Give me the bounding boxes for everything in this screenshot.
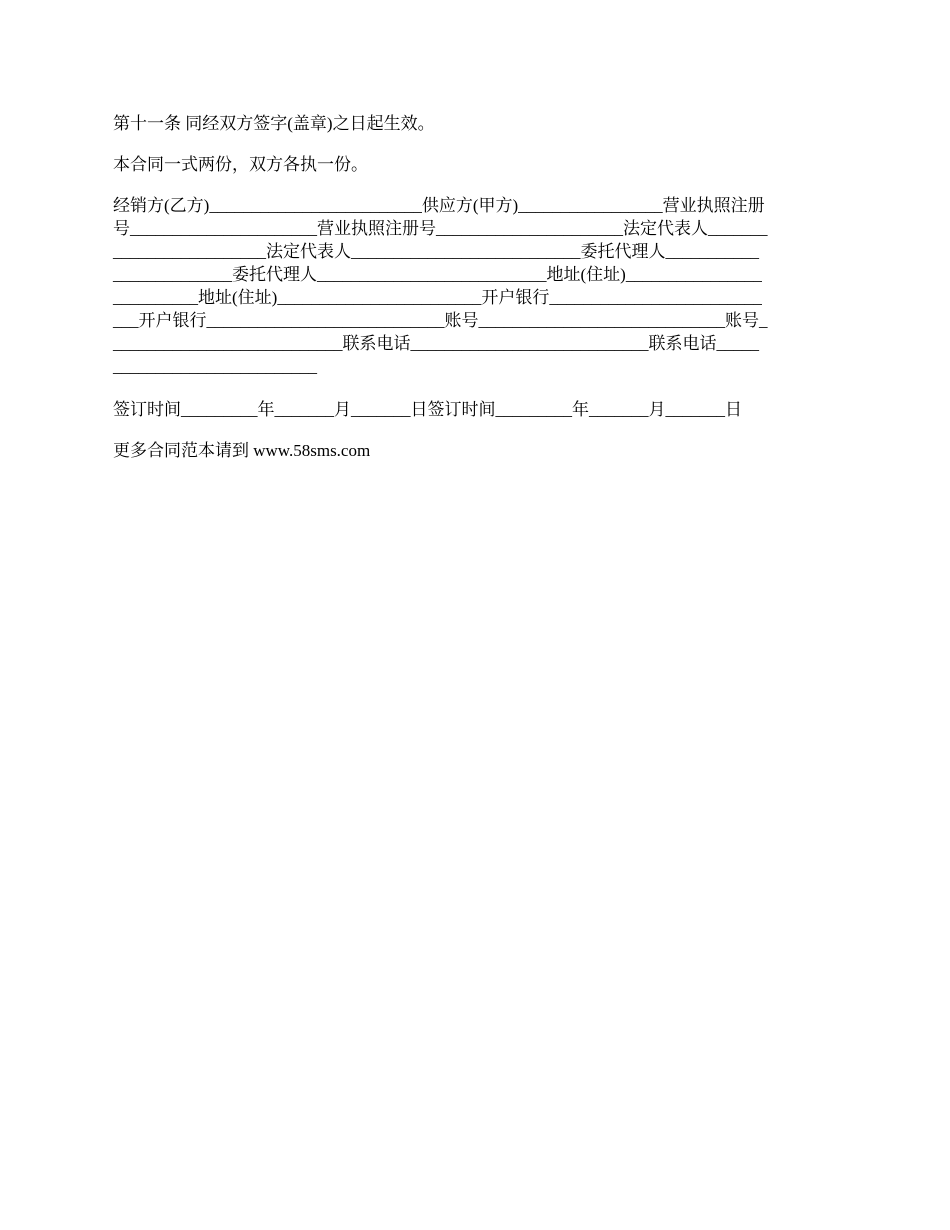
signature-line: __________地址(住址)________________________开户银行_________________________ xyxy=(113,288,762,307)
signature-line: 经销方(乙方)_________________________供应方(甲方)_________________营业执照注册 xyxy=(113,196,765,215)
contract-page xyxy=(113,112,840,462)
signature-line: ________________________ xyxy=(113,357,317,376)
signature-line: ______________委托代理人___________________________地址(住址)________________ xyxy=(113,265,762,284)
signature-line: __________________法定代表人___________________________委托代理人___________ xyxy=(113,242,759,261)
signature-line: ___开户银行____________________________账号_____________________________账号_ xyxy=(113,311,768,330)
signature-block xyxy=(113,194,840,378)
article-11-clause: 第十一条 同经双方签字(盖章)之日起生效。 xyxy=(113,114,435,133)
signature-line: 号______________________营业执照注册号______________________法定代表人_______ xyxy=(113,219,768,238)
copies-clause: 本合同一式两份，双方各执一份。 xyxy=(113,155,368,174)
signature-line: ___________________________联系电话____________________________联系电话_____ xyxy=(113,334,759,353)
footer-link-text: 更多合同范本请到 www.58sms.com xyxy=(113,441,371,460)
sign-date-line: 签订时间_________年_______月_______日签订时间_________年_______月_______日 xyxy=(113,400,742,419)
